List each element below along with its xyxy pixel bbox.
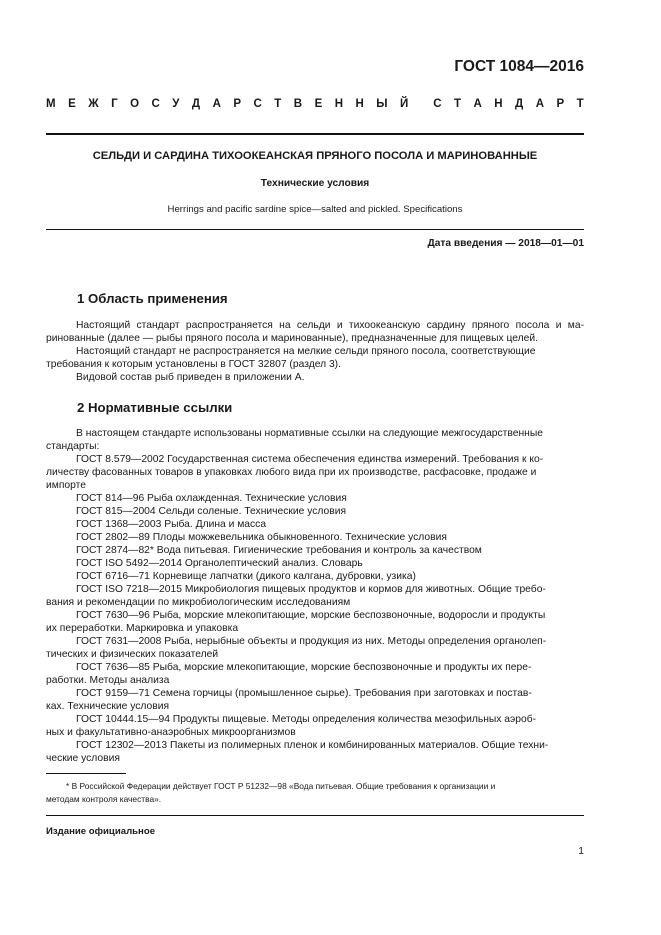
reference-line: личеству фасованных товаров в упаковках любого вида при их производстве, расфасовке, продаже и <box>46 467 537 478</box>
heading-letter: Т <box>576 98 584 110</box>
heading-letter: С <box>433 98 442 110</box>
reference-line: ГОСТ 6716—71 Корневище лапчатки (дикого калгана, дубровки, узика) <box>76 571 416 582</box>
reference-line: ГОСТ 7636—85 Рыба, морские млекопитающие, морские беспозвоночные и продукты их пере- <box>76 662 532 673</box>
heading-letter: Й <box>400 98 409 110</box>
reference-line: ческие условия <box>46 753 120 764</box>
reference-line: ГОСТ 1368—2003 Рыба. Длина и масса <box>76 519 267 530</box>
document-title-english: Herrings and pacific sardine spice—salted and pickled. Specifications <box>167 204 463 215</box>
heading-letter: Е <box>68 98 76 110</box>
section-1-line: Настоящий стандарт распространяется на сельди и тихоокеанскую сардину пряного посола и ма- <box>76 320 584 331</box>
edition-rule <box>46 815 584 816</box>
document-subtitle: Технические условия <box>260 178 370 189</box>
reference-line: ГОСТ ISO 5492—2014 Органолептический анализ. Словарь <box>76 558 363 569</box>
section-1-title: 1 Область применения <box>77 291 228 306</box>
reference-line: работки. Методы анализа <box>46 675 170 686</box>
heading-letter: А <box>535 98 545 110</box>
reference-line: ГОСТ 7630—96 Рыба, морские млекопитающие, морские беспозвоночные, водоросли и продукты <box>76 610 546 621</box>
section-1-body <box>46 319 584 384</box>
document-title: СЕЛЬДИ И САРДИНА ТИХООКЕАНСКАЯ ПРЯНОГО ПОСОЛА И МАРИНОВАННЫЕ <box>92 150 538 162</box>
heading-letter: В <box>293 98 303 110</box>
section-1-line: ринованные (далее — рыбы пряного посола и маринованные), предназначенные для пищевых целей. <box>46 333 538 344</box>
footnote-line: методам контроля качества». <box>46 793 162 804</box>
reference-line: В настоящем стандарте использованы нормативные ссылки на следующие межгосударственные <box>76 428 543 439</box>
reference-line: ГОСТ 8.579—2002 Государственная система обеспечения единства измерений. Требования к ко- <box>76 454 544 465</box>
reference-line: тических и физических показателей <box>46 649 219 660</box>
reference-line: импорте <box>46 480 86 491</box>
title-rule <box>46 229 584 230</box>
page-number: 1 <box>578 846 584 857</box>
official-edition-label: Издание официальное <box>46 826 156 837</box>
reference-line: ГОСТ 7631—2008 Рыба, нерыбные объекты и продукция из них. Методы определения органолеп- <box>76 636 547 647</box>
reference-line: ГОСТ 12302—2013 Пакеты из полимерных пленок и комбинированных материалов. Общие техни- <box>76 740 549 751</box>
section-2-title: 2 Нормативные ссылки <box>77 400 233 415</box>
reference-line: ГОСТ 814—96 Рыба охлажденная. Технические условия <box>76 493 347 504</box>
heading-letter: Д <box>515 98 524 110</box>
heading-letter: Г <box>111 98 118 110</box>
footnote-rule <box>46 773 126 774</box>
heading-letter: Н <box>334 98 344 110</box>
section-1-line: Настоящий стандарт не распространяется на мелкие сельди пряного посола, соответствующие <box>76 346 536 357</box>
heading-letter: Е <box>314 98 323 110</box>
section-2-body <box>46 427 584 765</box>
section-1-line: требования к которым установлены в ГОСТ 32807 (раздел 3). <box>46 359 341 370</box>
reference-line: ГОСТ 10444.15—94 Продукты пищевые. Методы определения количества мезофильных аэроб- <box>76 714 537 725</box>
heading-letter: Ы <box>376 98 388 110</box>
heading-letter: С <box>253 98 262 110</box>
reference-line: ГОСТ 2874—82* Вода питьевая. Гигиенические требования и контроль за качеством <box>76 545 482 556</box>
reference-line: ках. Технические условия <box>46 701 170 712</box>
reference-line: ных и факультативно-анаэробных микроорганизмов <box>46 727 296 738</box>
heading-letter: Т <box>274 98 282 110</box>
reference-line: ГОСТ 815—2004 Сельди соленые. Технические условия <box>76 506 347 517</box>
heading-letter: А <box>212 98 221 110</box>
reference-line: стандарты: <box>46 441 100 452</box>
section-1-line: Видовой состав рыб приведен в приложении А. <box>76 372 305 383</box>
footnote <box>46 780 584 805</box>
introduction-date: Дата введения — 2018—01—01 <box>427 238 584 249</box>
heading-letter: М <box>46 98 56 110</box>
reference-line: их переработки. Маркировка и упаковка <box>46 623 239 634</box>
heading-letter: О <box>130 98 140 110</box>
heading-letter: Д <box>191 98 201 110</box>
heading-letter: Ж <box>88 98 99 110</box>
heading-letter: А <box>473 98 482 110</box>
heading-letter: Н <box>355 98 364 110</box>
heading-letter: Т <box>453 98 462 110</box>
header-rule <box>46 133 584 135</box>
heading-letter: Н <box>494 98 503 110</box>
reference-line: ГОСТ 9159—71 Семена горчицы (промышленное сырье). Требования при заготовках и постав- <box>76 688 532 699</box>
reference-line: ГОСТ 2802—89 Плоды можжевельника обыкновенного. Технические условия <box>76 532 447 543</box>
reference-line: ГОСТ ISO 7218—2015 Микробиология пищевых продуктов и кормов для животных. Общие требо- <box>76 584 546 595</box>
interstate-standard-heading <box>46 98 584 110</box>
standard-code: ГОСТ 1084—2016 <box>454 58 584 75</box>
reference-line: вания и рекомендации по микробиологическим исследованиям <box>46 597 351 608</box>
footnote-line: * В Российской Федерации действует ГОСТ Р 51232—98 «Вода питьевая. Общие требования к организации и <box>66 781 496 791</box>
heading-letter: Р <box>233 98 242 110</box>
heading-letter: Р <box>556 98 565 110</box>
heading-letter: С <box>151 98 160 110</box>
heading-letter: У <box>172 98 180 110</box>
